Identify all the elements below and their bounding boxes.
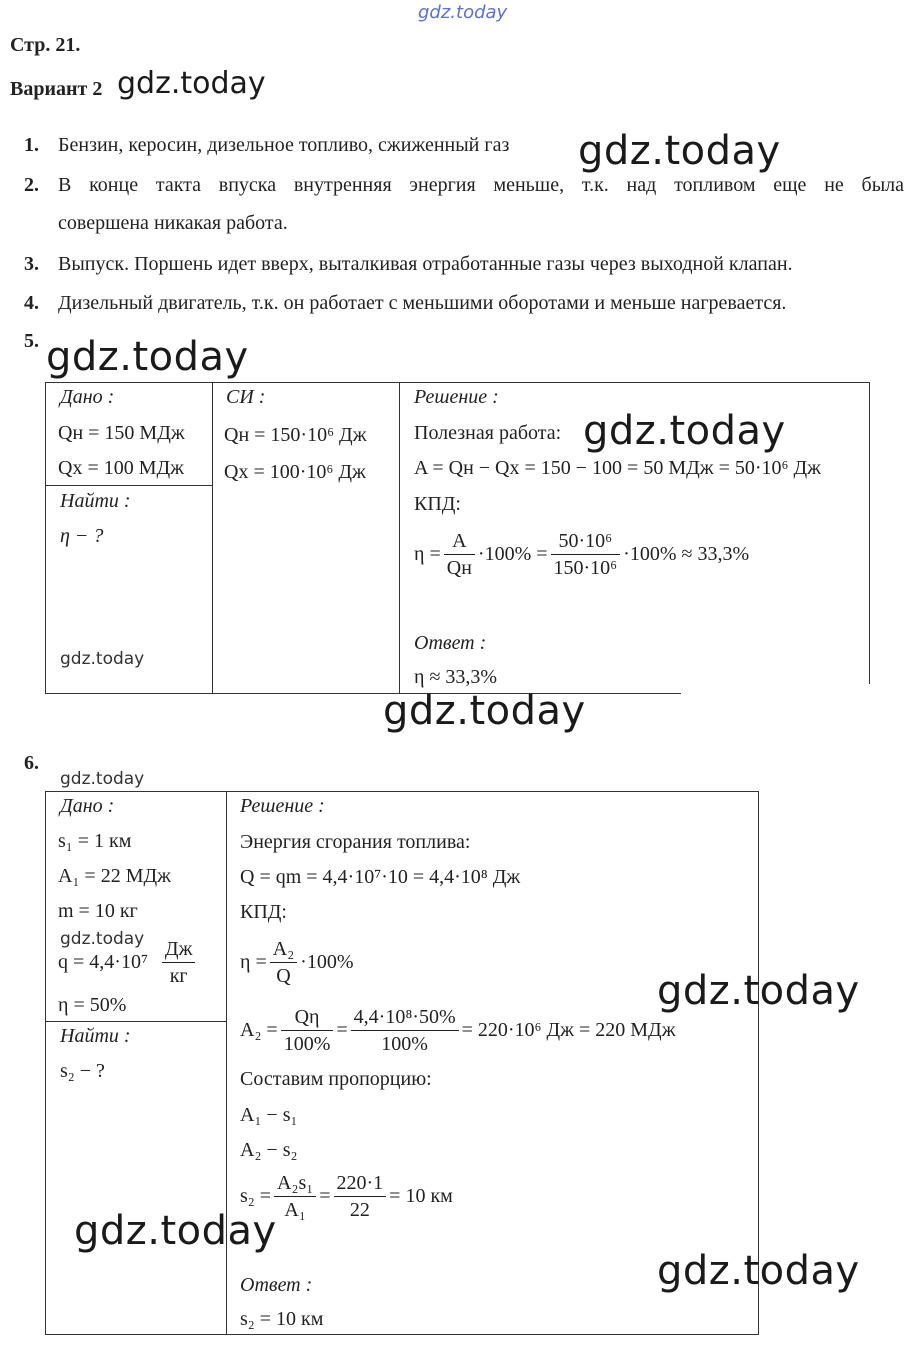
- solution-line: Полезная работа:: [414, 422, 562, 444]
- task-number: 6.: [24, 752, 39, 774]
- answer-value: s₂ = 10 км: [240, 1308, 324, 1330]
- find-value: s₂ − ?: [60, 1060, 105, 1082]
- formula-tail: = 10 км: [389, 1185, 453, 1207]
- answer-number: 2.: [24, 174, 39, 196]
- answer-text: Выпуск. Поршень идет вверх, выталкивая отработанные газы через выходной клапан.: [58, 253, 793, 275]
- given-value: η = 50%: [58, 994, 127, 1016]
- solution-line: Энергия сгорания топлива:: [240, 831, 471, 853]
- watermark: gdz.today: [583, 408, 786, 454]
- eta-lhs: η =: [240, 951, 267, 973]
- variant-title: Вариант 2: [10, 78, 103, 100]
- fraction: $\frac{A}{Qн}$: [444, 528, 475, 581]
- equals-sign: =: [336, 1019, 348, 1041]
- proportion-line: A₁ − s₁: [240, 1104, 298, 1126]
- solution-line: Составим пропорцию:: [240, 1068, 432, 1090]
- fraction: $\frac{\text{A₂s₁}}{\text{A₁}}$: [274, 1170, 316, 1223]
- fraction: $\frac{Q\eta}{100\%}$: [281, 1004, 334, 1057]
- si-label: СИ :: [226, 386, 266, 408]
- fraction: $\frac{Дж}{кг}$: [162, 936, 195, 989]
- answer-text: В конце такта впуска внутренняя энергия меньше, т.к. над топливом еще не была: [58, 174, 904, 196]
- watermark: gdz.today: [657, 1248, 860, 1294]
- solution-label: Решение :: [414, 386, 499, 408]
- eta-lhs: η =: [414, 543, 441, 565]
- solution-line: КПД:: [240, 901, 287, 923]
- watermark: gdz.today: [578, 128, 781, 174]
- given-value: m = 10 кг: [58, 900, 138, 922]
- formula-tail: ·100%: [300, 951, 354, 973]
- equals-sign: =: [319, 1185, 331, 1207]
- watermark: gdz.today: [60, 769, 145, 789]
- formula-tail: ·100% ≈ 33,3%: [623, 543, 750, 565]
- answer-text: Дизельный двигатель, т.к. он работает с меньшими оборотами и меньше нагревается.: [58, 292, 787, 314]
- a2-lhs: A₂ =: [240, 1019, 278, 1041]
- si-value: Qн = 150·10⁶ Дж: [224, 424, 367, 446]
- find-label: Найти :: [60, 490, 131, 512]
- solution-line: КПД:: [414, 493, 461, 515]
- fraction: $\frac{220\cdot 1}{22}$: [334, 1170, 387, 1223]
- fraction: $\frac{\text{50·10⁶}}{\text{150·10⁶}}$: [551, 528, 621, 581]
- watermark-top: gdz.today: [418, 2, 508, 23]
- s2-lhs: s₂ =: [240, 1185, 272, 1207]
- answer-number: 4.: [24, 292, 39, 314]
- efficiency-formula: [414, 528, 749, 581]
- efficiency-formula: [240, 936, 354, 989]
- watermark: gdz.today: [60, 929, 145, 949]
- given-label: Дано :: [60, 795, 115, 817]
- answer-text: Бензин, керосин, дизельное топливо, сжиженный газ: [58, 134, 510, 156]
- fraction: $\frac{\text{4,4·10⁸·50\%}}{100\%}$: [351, 1004, 459, 1057]
- given-value: s₁ = 1 км: [58, 830, 132, 852]
- watermark: gdz.today: [60, 649, 145, 669]
- watermark: gdz.today: [383, 688, 586, 734]
- formula-tail: = 220·10⁶ Дж = 220 МДж: [461, 1019, 676, 1041]
- solution-line: A = Qн − Qх = 150 − 100 = 50 МДж = 50·10⁶ Дж: [414, 457, 821, 479]
- task-number: 5.: [24, 330, 39, 352]
- answer-label: Ответ :: [414, 632, 487, 654]
- page-number: Стр. 21.: [10, 34, 81, 56]
- answer-text-continued: совершена никакая работа.: [58, 212, 288, 234]
- solution-line: Q = qm = 4,4·10⁷·10 = 4,4·10⁸ Дж: [240, 866, 521, 888]
- given-label: Дано :: [60, 386, 115, 408]
- watermark: gdz.today: [74, 1208, 277, 1254]
- watermark: gdz.today: [117, 66, 266, 101]
- solution-label: Решение :: [240, 795, 325, 817]
- useful-work-formula: [240, 1004, 676, 1057]
- given-heat-value: [58, 936, 198, 989]
- answer-value: η ≈ 33,3%: [414, 666, 498, 688]
- find-value: η − ?: [60, 525, 104, 547]
- q-lhs: q = 4,4·10⁷: [58, 951, 148, 973]
- formula-mid: ·100% =: [477, 543, 548, 565]
- proportion-line: A₂ − s₂: [240, 1139, 298, 1161]
- answer-number: 1.: [24, 134, 39, 156]
- given-value: A₁ = 22 МДж: [58, 865, 171, 887]
- answer-label: Ответ :: [240, 1274, 313, 1296]
- answer-number: 3.: [24, 253, 39, 275]
- find-label: Найти :: [60, 1025, 131, 1047]
- watermark: gdz.today: [657, 968, 860, 1014]
- given-value: Qн = 150 МДж: [58, 422, 185, 444]
- given-value: Qх = 100 МДж: [58, 457, 184, 479]
- fraction: $\frac{\text{A₂}}{Q}$: [270, 936, 297, 989]
- si-value: Qх = 100·10⁶ Дж: [224, 461, 366, 483]
- watermark: gdz.today: [46, 334, 249, 380]
